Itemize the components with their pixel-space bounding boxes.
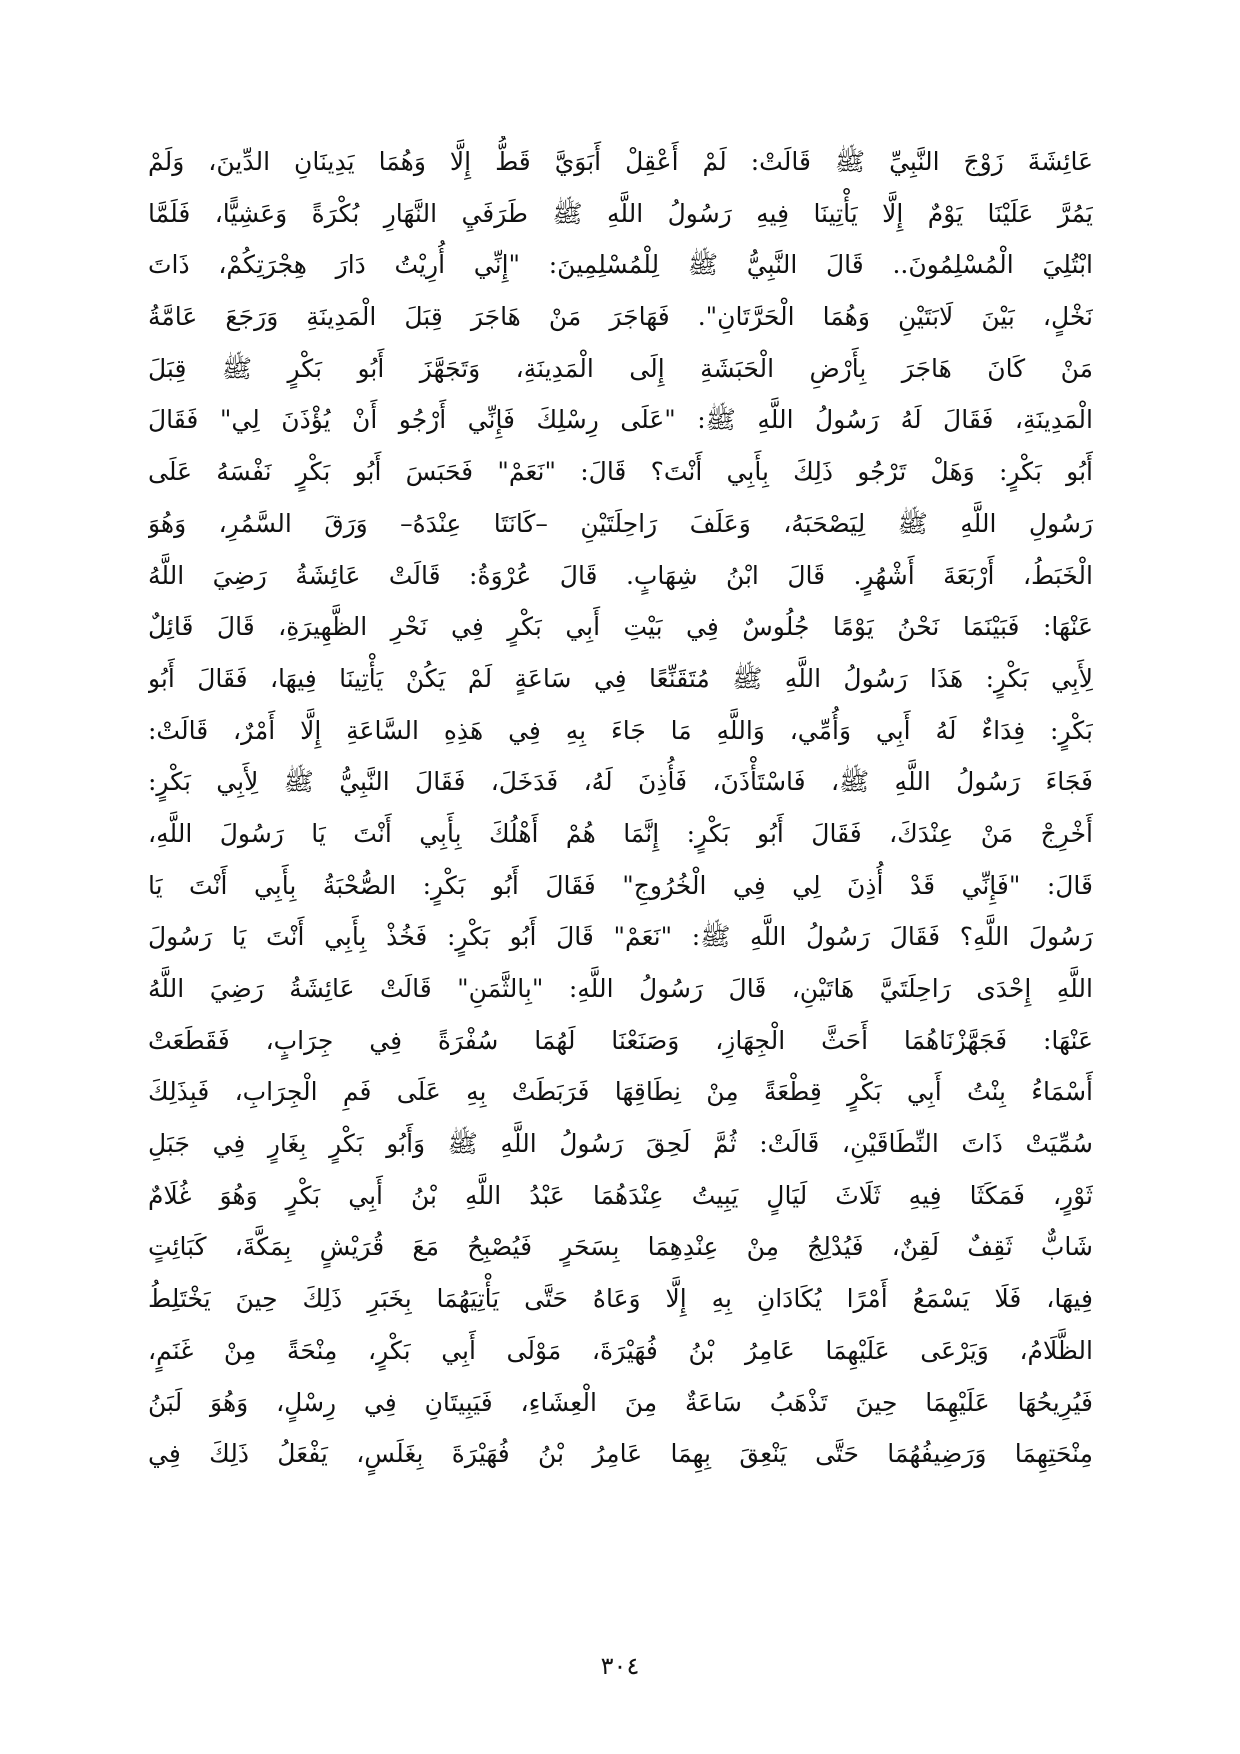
body-text [148, 136, 1093, 1480]
text-line: أَسْمَاءُ بِنْتُ أَبِي بَكْرٍ قِطْعَةً مِنْ نِطَاقِهَا فَرَبَطَتْ بِهِ عَلَى فَمِ الْجِرَابِ، فَبِذَلِكَ [148, 1077, 1093, 1107]
text-line: رَسُولِ اللَّهِ ﷺ لِيَصْحَبَهُ، وَعَلَفَ رَاحِلَتَيْنِ –كَانَتَا عِنْدَهُ– وَرَقَ السَّمُرِ، وَهُوَ [148, 508, 1093, 538]
text-line: يَمُرَّ عَلَيْنَا يَوْمٌ إِلَّا يَأْتِينَا فِيهِ رَسُولُ اللَّهِ ﷺ طَرَفَيِ النَّهَارِ بُكْرَةً وَعَشِيًّا، فَلَمَّا [148, 198, 1093, 228]
text-line: عَنْهَا: فَجَهَّزْنَاهُمَا أَحَثَّ الْجِهَازِ، وَصَنَعْنَا لَهُمَا سُفْرَةً فِي جِرَابٍ، فَقَطَعَتْ [148, 1025, 1093, 1055]
text-line: الْمَدِينَةِ، فَقَالَ لَهُ رَسُولُ اللَّهِ ﷺ: "عَلَى رِسْلِكَ فَإِنِّي أَرْجُو أَنْ يُؤْذَنَ لِي" فَقَالَ [148, 405, 1093, 435]
text-line: مَنْ كَانَ هَاجَرَ بِأَرْضِ الْحَبَشَةِ إِلَى الْمَدِينَةِ، وَتَجَهَّزَ أَبُو بَكْرٍ ﷺ قِبَلَ [148, 353, 1093, 383]
text-line: سُمِّيَتْ ذَاتَ النِّطَاقَيْنِ، قَالَتْ: ثُمَّ لَحِقَ رَسُولُ اللَّهِ ﷺ وَأَبُو بَكْرٍ بِغَارٍ فِي جَبَلِ [148, 1129, 1093, 1159]
text-line: بَكْرٍ: فِدَاءٌ لَهُ أَبِي وَأُمِّي، وَاللَّهِ مَا جَاءَ بِهِ فِي هَذِهِ السَّاعَةِ إِلَّا أَمْرٌ، قَالَتْ: [148, 715, 1093, 745]
text-line: ابْتُلِيَ الْمُسْلِمُونَ.. قَالَ النَّبِيُّ ﷺ لِلْمُسْلِمِينَ: "إِنِّي أُرِيْتُ دَارَ هِجْرَتِكُمْ، ذَاتَ [148, 250, 1093, 280]
text-line: فَيُرِيحُهَا عَلَيْهِمَا حِينَ تَذْهَبُ سَاعَةٌ مِنَ الْعِشَاءِ، فَيَبِيتَانِ فِي رِسْلٍ، وَهُوَ لَبَنُ [148, 1387, 1093, 1417]
text-line: فَجَاءَ رَسُولُ اللَّهِ ﷺ، فَاسْتَأْذَنَ، فَأُذِنَ لَهُ، فَدَخَلَ، فَقَالَ النَّبِيُّ ﷺ لِأَبِي بَكْرٍ: [148, 767, 1093, 797]
text-line: الظَّلَامُ، وَيَرْعَى عَلَيْهِمَا عَامِرُ بْنُ فُهَيْرَةَ، مَوْلَى أَبِي بَكْرٍ، مِنْحَةً مِنْ غَنَمٍ، [148, 1335, 1093, 1365]
text-line: الْخَبَطُ، أَرْبَعَةَ أَشْهُرٍ. قَالَ ابْنُ شِهَابٍ. قَالَ عُرْوَةُ: قَالَتْ عَائِشَةُ رَضِيَ اللَّهُ [148, 560, 1093, 590]
text-line: عَنْهَا: فَبَيْنَمَا نَحْنُ يَوْمًا جُلُوسٌ فِي بَيْتِ أَبِي بَكْرٍ فِي نَحْرِ الظَّهِيرَةِ، قَالَ قَائِلٌ [148, 612, 1093, 642]
text-line: أَخْرِجْ مَنْ عِنْدَكَ، فَقَالَ أَبُو بَكْرٍ: إِنَّمَا هُمْ أَهْلُكَ بِأَبِي أَنْتَ يَا رَسُولَ اللَّهِ، [148, 818, 1093, 848]
text-line: ثَوْرٍ، فَمَكَثَا فِيهِ ثَلَاثَ لَيَالٍ يَبِيتُ عِنْدَهُمَا عَبْدُ اللَّهِ بْنُ أَبِي بَكْرٍ وَهُوَ غُلَامٌ [148, 1180, 1093, 1210]
text-line: أَبُو بَكْرٍ: وَهَلْ تَرْجُو ذَلِكَ بِأَبِي أَنْتَ؟ قَالَ: "نَعَمْ" فَحَبَسَ أَبُو بَكْرٍ نَفْسَهُ عَلَى [148, 457, 1093, 487]
text-line: قَالَ: "فَإِنِّي قَدْ أُذِنَ لِي فِي الْخُرُوجِ" فَقَالَ أَبُو بَكْرٍ: الصُّحْبَةُ بِأَبِي أَنْتَ يَا [148, 870, 1093, 900]
text-line: شَابٌّ ثَقِفٌ لَقِنٌ، فَيُدْلِجُ مِنْ عِنْدِهِمَا بِسَحَرٍ فَيُصْبِحُ مَعَ قُرَيْشٍ بِمَكَّةَ، كَبَائِتٍ [148, 1232, 1093, 1262]
text-line: لِأَبِي بَكْرٍ: هَذَا رَسُولُ اللَّهِ ﷺ مُتَقَنِّعًا فِي سَاعَةٍ لَمْ يَكُنْ يَأْتِينَا فِيهَا، فَقَالَ أَبُو [148, 663, 1093, 693]
text-line: نَخْلٍ، بَيْنَ لَابَتَيْنِ وَهُمَا الْحَرَّتَانِ". فَهَاجَرَ مَنْ هَاجَرَ قِبَلَ الْمَدِينَةِ وَرَجَعَ عَامَّةُ [148, 302, 1093, 332]
text-line: مِنْحَتِهِمَا وَرَضِيفُهُمَا حَتَّى يَنْعِقَ بِهِمَا عَامِرُ بْنُ فُهَيْرَةَ بِغَلَسٍ، يَفْعَلُ ذَلِكَ فِي [148, 1439, 1093, 1469]
text-line: اللَّهِ إِحْدَى رَاحِلَتَيَّ هَاتَيْنِ، قَالَ رَسُولُ اللَّهِ: "بِالثَّمَنِ" قَالَتْ عَائِشَةُ رَضِيَ اللَّهُ [148, 974, 1093, 1003]
text-line: رَسُولَ اللَّهِ؟ فَقَالَ رَسُولُ اللَّهِ ﷺ: "نَعَمْ" قَالَ أَبُو بَكْرٍ: فَخُذْ بِأَبِي أَنْتَ يَا رَسُولَ [148, 922, 1093, 952]
page-number: ٣٠٤ [600, 1652, 640, 1680]
text-line: عَائِشَةَ زَوْجَ النَّبِيِّ ﷺ قَالَتْ: لَمْ أَعْقِلْ أَبَوَيَّ قَطُّ إِلَّا وَهُمَا يَدِينَانِ الدِّينَ، وَلَمْ [148, 147, 1093, 176]
text-line: فِيهَا، فَلَا يَسْمَعُ أَمْرًا يُكَادَانِ بِهِ إِلَّا وَعَاهُ حَتَّى يَأْتِيَهُمَا بِخَبَرِ ذَلِكَ حِينَ يَخْتَلِطُ [148, 1284, 1093, 1314]
